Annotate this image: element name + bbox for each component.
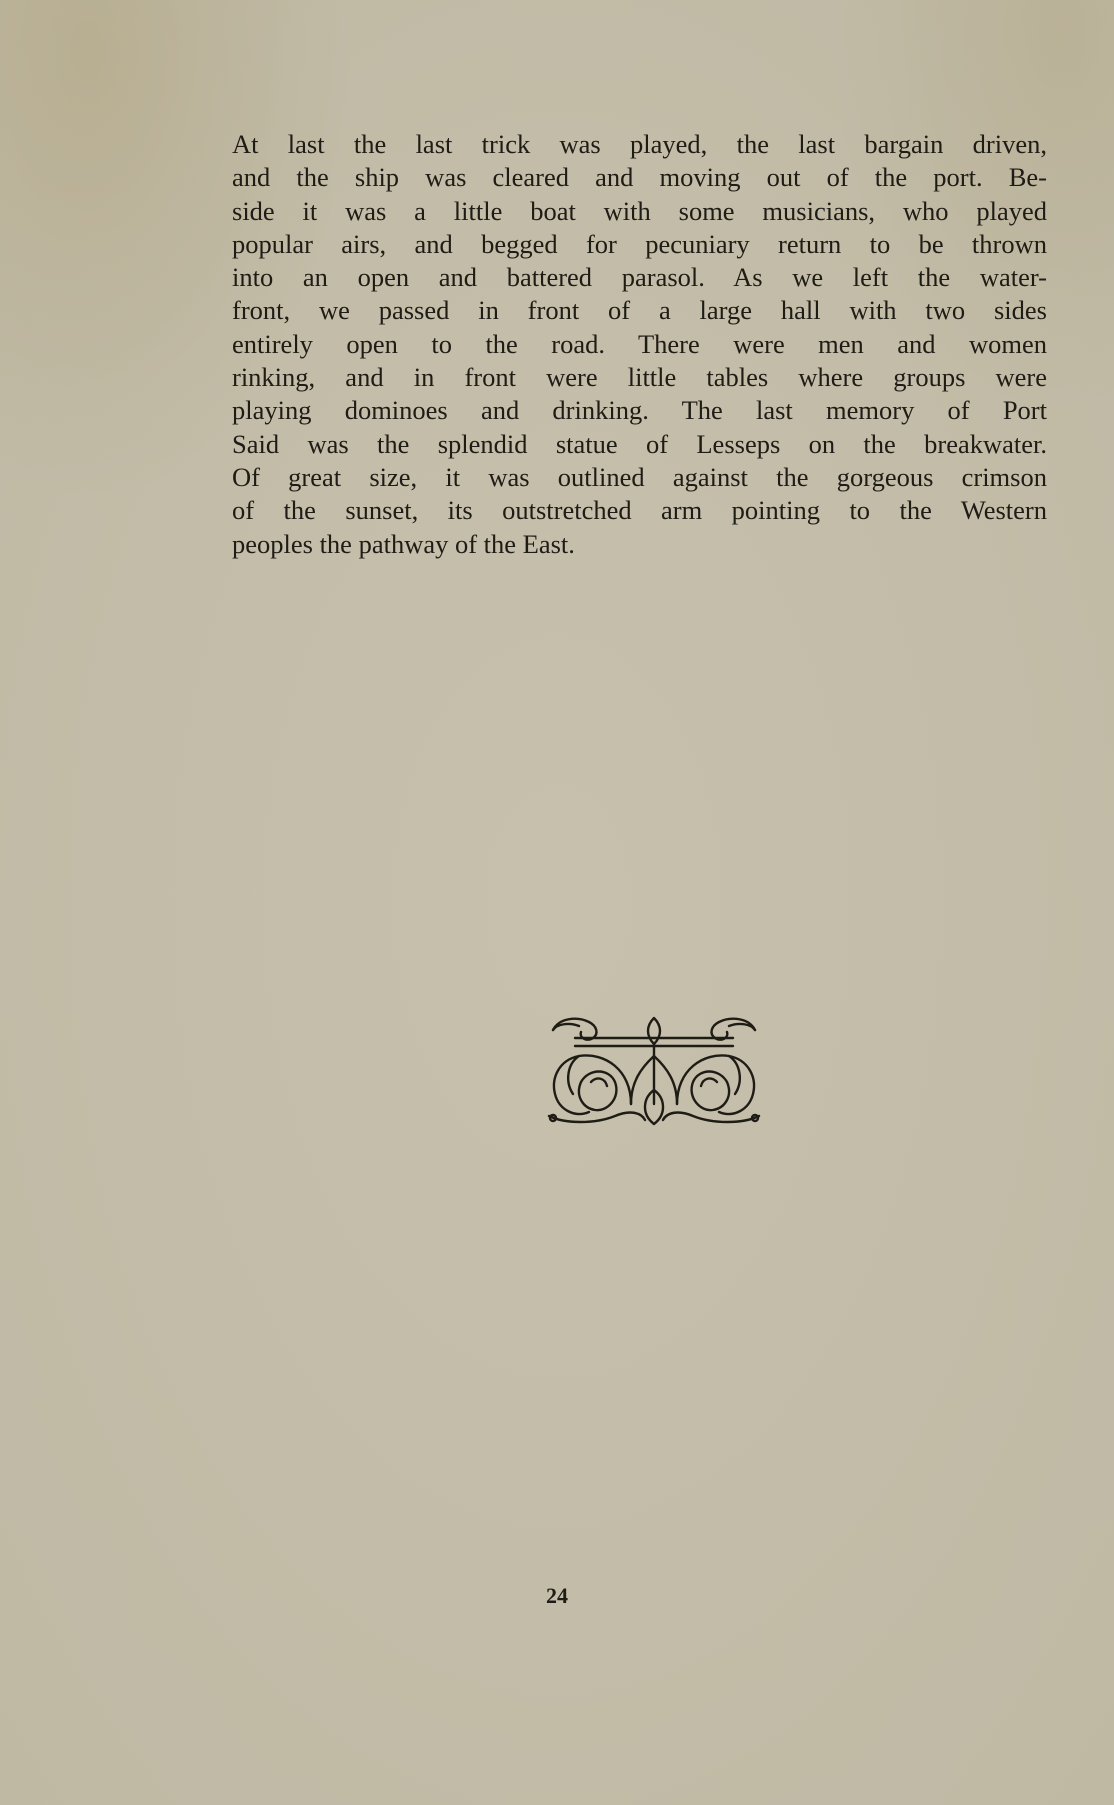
text-line: popular airs, and begged for pecuniary return to be thrown [232,228,1047,259]
text-line: rinking, and in front were little tables where groups were [232,362,1047,393]
text-line: side it was a little boat with some musicians, who played [232,195,1047,226]
text-line: into an open and battered parasol. As we left the water- [232,262,1047,293]
text-line: At last the last trick was played, the last bargain driven, [232,129,1047,159]
floral-tailpiece-ornament-icon [545,1012,763,1128]
text-line: playing dominoes and drinking. The last memory of Port [232,395,1047,426]
text-line-last: peoples the pathway of the East. [232,528,575,559]
text-line: Said was the splendid statue of Lesseps on the breakwater. [232,428,1047,459]
body-paragraph [232,128,1047,561]
text-line: front, we passed in front of a large hall with two sides [232,295,1047,326]
text-line: and the ship was cleared and moving out of the port. Be- [232,162,1047,193]
text-line: of the sunset, its outstretched arm pointing to the Western [232,495,1047,526]
text-line: entirely open to the road. There were men and women [232,328,1047,359]
page-number: 24 [546,1583,568,1608]
text-line: Of great size, it was outlined against the gorgeous crimson [232,461,1047,492]
